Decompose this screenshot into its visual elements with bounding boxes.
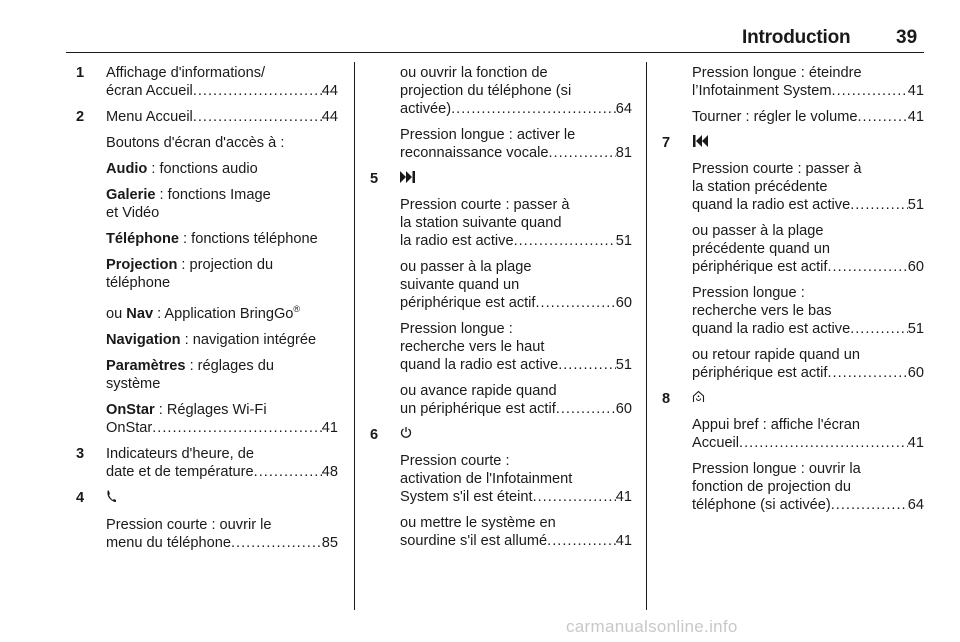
- toc-entry: l’Infotainment System ..... 41: [692, 82, 924, 100]
- toc-entry: OnStar ..... 41: [106, 419, 338, 437]
- entry-home-screen: Appui bref : affiche l'écran Accueil ..... 41: [654, 416, 924, 452]
- page-ref: 64: [907, 497, 924, 513]
- page-ref: 44: [321, 83, 338, 99]
- toc-entry: sourdine s'il est allumé ..... 41: [400, 532, 632, 550]
- page-ref: 44: [321, 109, 338, 125]
- toc-entry: Accueil ..... 41: [692, 434, 924, 452]
- page-ref: 51: [907, 321, 924, 337]
- page-ref: 51: [907, 197, 924, 213]
- page-ref: 41: [907, 435, 924, 451]
- page-ref: 51: [615, 357, 632, 373]
- page-ref: 51: [615, 233, 632, 249]
- item-number: 3: [76, 445, 85, 462]
- entry-audio: Audio : fonctions audio: [106, 161, 258, 177]
- entry-nav: ou Nav : Application BringGo®: [106, 304, 301, 322]
- item-8: [654, 390, 924, 408]
- entry-seek-up: Pression longue : recherche vers le haut quand la radio est active ..... 51: [362, 320, 632, 374]
- entry-projection: Projection : projection du téléphone: [106, 257, 274, 291]
- toc-entry: quand la radio est active ..... 51: [400, 356, 632, 374]
- item-number: 2: [76, 109, 85, 125]
- page-ref: 60: [615, 401, 632, 417]
- next-track-icon: [400, 170, 416, 188]
- toc-entry: la radio est active ..... 51: [400, 232, 632, 250]
- page-ref: 60: [615, 295, 632, 311]
- item-1: [68, 64, 338, 100]
- page-ref: 41: [321, 419, 338, 436]
- item-number: 8: [662, 391, 671, 407]
- watermark: carmanualsonline.info: [566, 617, 738, 636]
- toc-entry: un périphérique est actif ..... 60: [400, 400, 632, 418]
- item-number: 5: [370, 171, 379, 187]
- entry-power-off: Pression longue : éteindre l’Infotainment System ..... 41: [654, 64, 924, 100]
- entry-parametres: Paramètres : réglages du système: [106, 357, 274, 392]
- toc-entry: téléphone (si activée) ..... 64: [692, 496, 924, 514]
- item-text: Affichage d'informations/: [106, 65, 266, 81]
- item-number: 7: [662, 135, 671, 151]
- column-2: [362, 64, 632, 558]
- entry-prev-track: ou passer à la plage précédente quand un périphérique est actif ..... 60: [654, 222, 924, 276]
- entry-next-station: Pression courte : passer à la station suivante quand la radio est active ..... 51: [362, 196, 632, 250]
- toc-entry: périphérique est actif ..... 60: [692, 258, 924, 276]
- item-5: [362, 170, 632, 188]
- toc-entry: System s'il est éteint ..... 41: [400, 488, 632, 506]
- page-ref: 81: [615, 145, 632, 161]
- page-number: 39: [896, 27, 918, 48]
- buttons-intro: Boutons d'écran d'accès à :: [106, 135, 285, 151]
- home-icon: [692, 390, 705, 408]
- column-divider-2: [646, 62, 647, 610]
- toc-entry: Tourner : régler le volume ..... 41: [692, 108, 924, 126]
- page-ref: 48: [321, 463, 338, 480]
- column-3: [654, 64, 924, 522]
- entry-prev-station: Pression courte : passer à la station précédente quand la radio est active ..... 51: [654, 160, 924, 214]
- toc-entry: reconnaissance vocale ..... 81: [400, 144, 632, 162]
- page-ref: 41: [615, 533, 632, 549]
- entry-phone-projection: Pression longue : ouvrir la fonction de projection du téléphone (si activée) ..... 64: [654, 460, 924, 514]
- entry-voice: Pression longue : activer le reconnaissance vocale ..... 81: [362, 126, 632, 162]
- item-number: 6: [370, 427, 379, 443]
- page-ref: 85: [321, 534, 338, 551]
- toc-entry: quand la radio est active ..... 51: [692, 320, 924, 338]
- entry-telephone: Téléphone : fonctions téléphone: [106, 231, 318, 247]
- page-ref: 41: [615, 489, 632, 505]
- page-ref: 60: [907, 365, 924, 381]
- page-section-title: Introduction: [742, 27, 851, 48]
- entry-power-on: Pression courte : activation de l'Infotainment System s'il est éteint ..... 41: [362, 452, 632, 506]
- toc-entry: écran Accueil ..... 44: [106, 82, 338, 100]
- column-divider-1: [354, 62, 355, 610]
- toc-entry: Menu Accueil ..... 44: [106, 108, 338, 126]
- page-ref: 64: [615, 101, 632, 117]
- toc-entry: quand la radio est active ..... 51: [692, 196, 924, 214]
- entry-rewind: ou retour rapide quand un périphérique est actif ..... 60: [654, 346, 924, 382]
- toc-entry: périphérique est actif ..... 60: [692, 364, 924, 382]
- item-3: 3 Indicateurs d'heure, de date et de température ..... 48: [68, 445, 338, 481]
- entry-galerie: Galerie : fonctions Image et Vidéo: [106, 187, 271, 221]
- toc-entry: date et de température ..... 48: [106, 463, 338, 481]
- item-number: 1: [76, 65, 85, 81]
- toc-entry: menu du téléphone ..... 85: [106, 534, 338, 552]
- entry-mute: ou mettre le système en sourdine s'il est allumé ..... 41: [362, 514, 632, 550]
- item-2: [68, 108, 338, 126]
- entry-seek-down: Pression longue : recherche vers le bas quand la radio est active ..... 51: [654, 284, 924, 338]
- page-ref: 41: [907, 83, 924, 99]
- power-icon: [400, 426, 412, 444]
- entry-volume: [654, 108, 924, 126]
- item-number: 4: [76, 489, 85, 506]
- item-4: 4 Pression courte : ouvrir le menu du téléphone ..... 85: [68, 489, 338, 552]
- entry-onstar: OnStar : Réglages Wi-Fi OnStar ..... 41: [68, 401, 338, 437]
- page-ref: 41: [907, 109, 924, 125]
- entry-navigation: Navigation : navigation intégrée: [106, 331, 317, 348]
- phone-icon: [106, 489, 117, 508]
- toc-entry: périphérique est actif ..... 60: [400, 294, 632, 312]
- entry-projection-open: ou ouvrir la fonction de projection du téléphone (si activée) ..... 64: [362, 64, 632, 118]
- page-ref: 60: [907, 259, 924, 275]
- header-rule: [66, 52, 924, 53]
- entry-next-track: ou passer à la plage suivante quand un périphérique est actif ..... 60: [362, 258, 632, 312]
- item-6: [362, 426, 632, 444]
- previous-track-icon: [692, 134, 708, 152]
- entry-fast-forward: ou avance rapide quand un périphérique est actif ..... 60: [362, 382, 632, 418]
- item-7: [654, 134, 924, 152]
- toc-entry: activée) ..... 64: [400, 100, 632, 118]
- column-1: [68, 64, 338, 560]
